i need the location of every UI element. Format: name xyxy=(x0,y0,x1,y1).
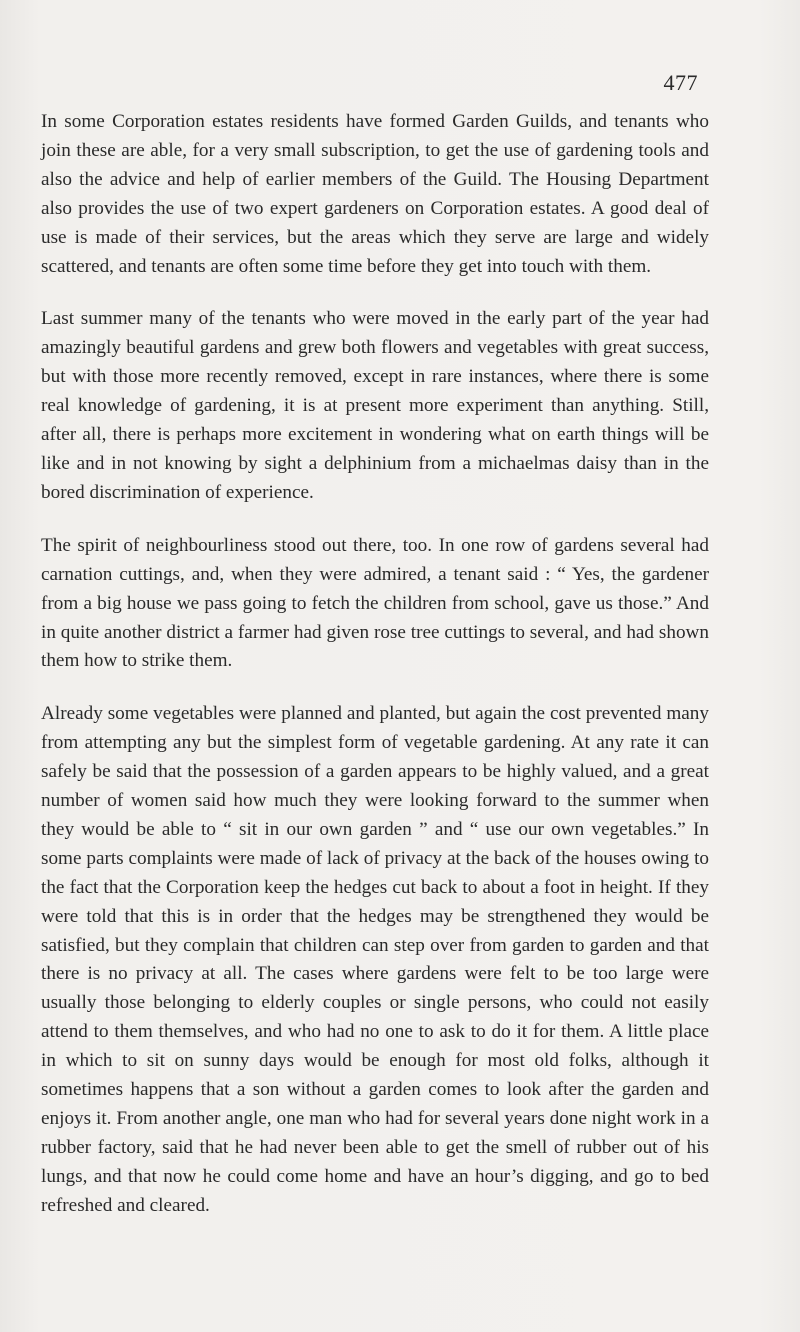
paragraph-garden-guilds: In some Corporation estates residents have formed Garden Guilds, and tenants who join these are able, for a very small subscription, to get the use of gardening tools and also the advice and help of earlier members of the Guild. The Housing Department also provides the use of two expert gardeners on Corporation estates. A good deal of use is made of their services, but the areas which they serve are large and widely scattered, and tenants are often some time before they get into touch with them. xyxy=(41,111,709,277)
paragraph-last-summer: Last summer many of the tenants who were moved in the early part of the year had amazingly beautiful gardens and grew both flowers and vegetables with great success, but with those more recently removed, except in rare instances, where there is some real knowledge of gardening, it is at present more experiment than anything. Still, after all, there is perhaps more excitement in wondering what on earth things will be like and in not knowing by sight a delphinium from a michaelmas daisy than in the bored discrimination of experience. xyxy=(41,308,709,503)
page-number: 477 xyxy=(663,70,698,95)
body-text xyxy=(41,108,709,1245)
paragraph-neighbourliness: The spirit of neighbourliness stood out there, too. In one row of gardens several had carnation cuttings, and, when they were admired, a tenant said : “ Yes, the gardener from a big house we pass going to fetch the children from school, gave us those.” And in quite another district a farmer had given rose tree cuttings to several, and had shown them how to strike them. xyxy=(41,534,709,672)
paragraph-vegetables: Already some vegetables were planned and planted, but again the cost prevented many from attempting any but the simplest form of vegetable gardening. At any rate it can safely be said that the possession of a garden appears to be highly valued, and a great number of women said how much they were looking forward to the summer when they would be able to “ sit in our own garden ” and “ use our own vegetables.” In some parts complaints were made of lack of privacy at the back of the houses owing to the fact that the Corporation keep the hedges cut back to about a foot in height. If they were told that this is in order that the hedges may be strengthened they would be satisfied, but they complain that children can step over from garden to garden and that there is no privacy at all. The cases where gardens were felt to be too large were usually those belonging to elderly couples or single persons, who could not easily attend to them themselves, and who had no one to ask to do it for them. A little place in which to sit on sunny days would be enough for most old folks, although it sometimes happens that a son without a garden comes to look after the garden and enjoys it. From another angle, one man who had for several years done night work in a rubber factory, said that he had never been able to get the smell of rubber out of his lungs, and that now he could come home and have an hour’s digging, and go to bed refreshed and cleared. xyxy=(41,703,709,1216)
